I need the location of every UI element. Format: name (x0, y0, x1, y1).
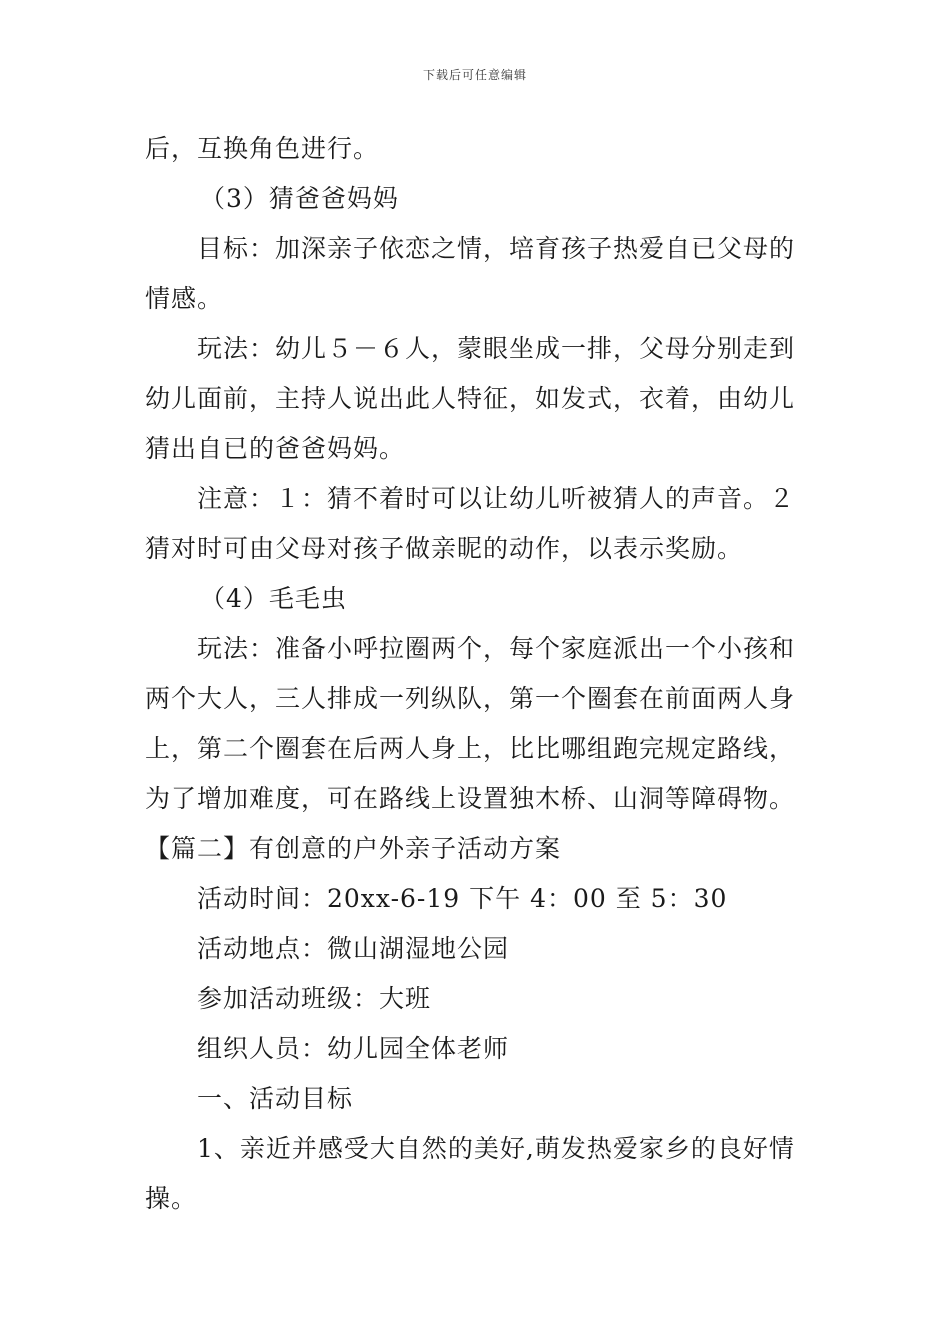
paragraph-line: 活动地点：微山湖湿地公园 (197, 934, 510, 963)
paragraph-line: 为了增加难度，可在路线上设置独木桥、山洞等障碍物。 (145, 784, 796, 813)
paragraph-line: 情感。 (145, 284, 224, 313)
paragraph-line: 组织人员：幼儿园全体老师 (197, 1034, 510, 1063)
paragraph-line: 注意：１：猜不着时可以让幼儿听被猜人的声音。２ (197, 484, 796, 513)
paragraph-line: 目标：加深亲子依恋之情，培育孩子热爱自已父母的 (197, 234, 796, 263)
paragraph-line: 1、亲近并感受大自然的美好,萌发热爱家乡的良好情 (197, 1134, 795, 1163)
paragraph-line: 参加活动班级：大班 (197, 984, 432, 1013)
section-heading: （4）毛毛虫 (200, 584, 347, 613)
paragraph-line: 玩法：幼儿５－６人，蒙眼坐成一排，父母分别走到 (197, 334, 796, 363)
paragraph-line: 两个大人，三人排成一列纵队，第一个圈套在前面两人身 (145, 684, 796, 713)
chapter-title: 【篇二】有创意的户外亲子活动方案 (145, 834, 562, 863)
paragraph-line: 猜对时可由父母对孩子做亲昵的动作，以表示奖励。 (145, 534, 744, 563)
paragraph-line: 上，第二个圈套在后两人身上，比比哪组跑完规定路线， (145, 734, 796, 763)
page-header: 下载后可任意编辑 (422, 68, 527, 82)
paragraph-line: 幼儿面前，主持人说出此人特征，如发式，衣着，由幼儿 (145, 384, 796, 413)
paragraph-line: 后，互换角色进行。 (145, 134, 380, 163)
paragraph-line: 活动时间：20xx-6-19 下午 4：00 至 5：30 (197, 884, 728, 913)
document-body (145, 124, 810, 1224)
paragraph-line: 操。 (145, 1184, 198, 1213)
section-heading: 一、活动目标 (197, 1084, 354, 1113)
paragraph-line: 玩法：准备小呼拉圈两个，每个家庭派出一个小孩和 (197, 634, 796, 663)
section-heading: （3）猜爸爸妈妈 (200, 184, 399, 213)
paragraph-line: 猜出自已的爸爸妈妈。 (145, 434, 406, 463)
